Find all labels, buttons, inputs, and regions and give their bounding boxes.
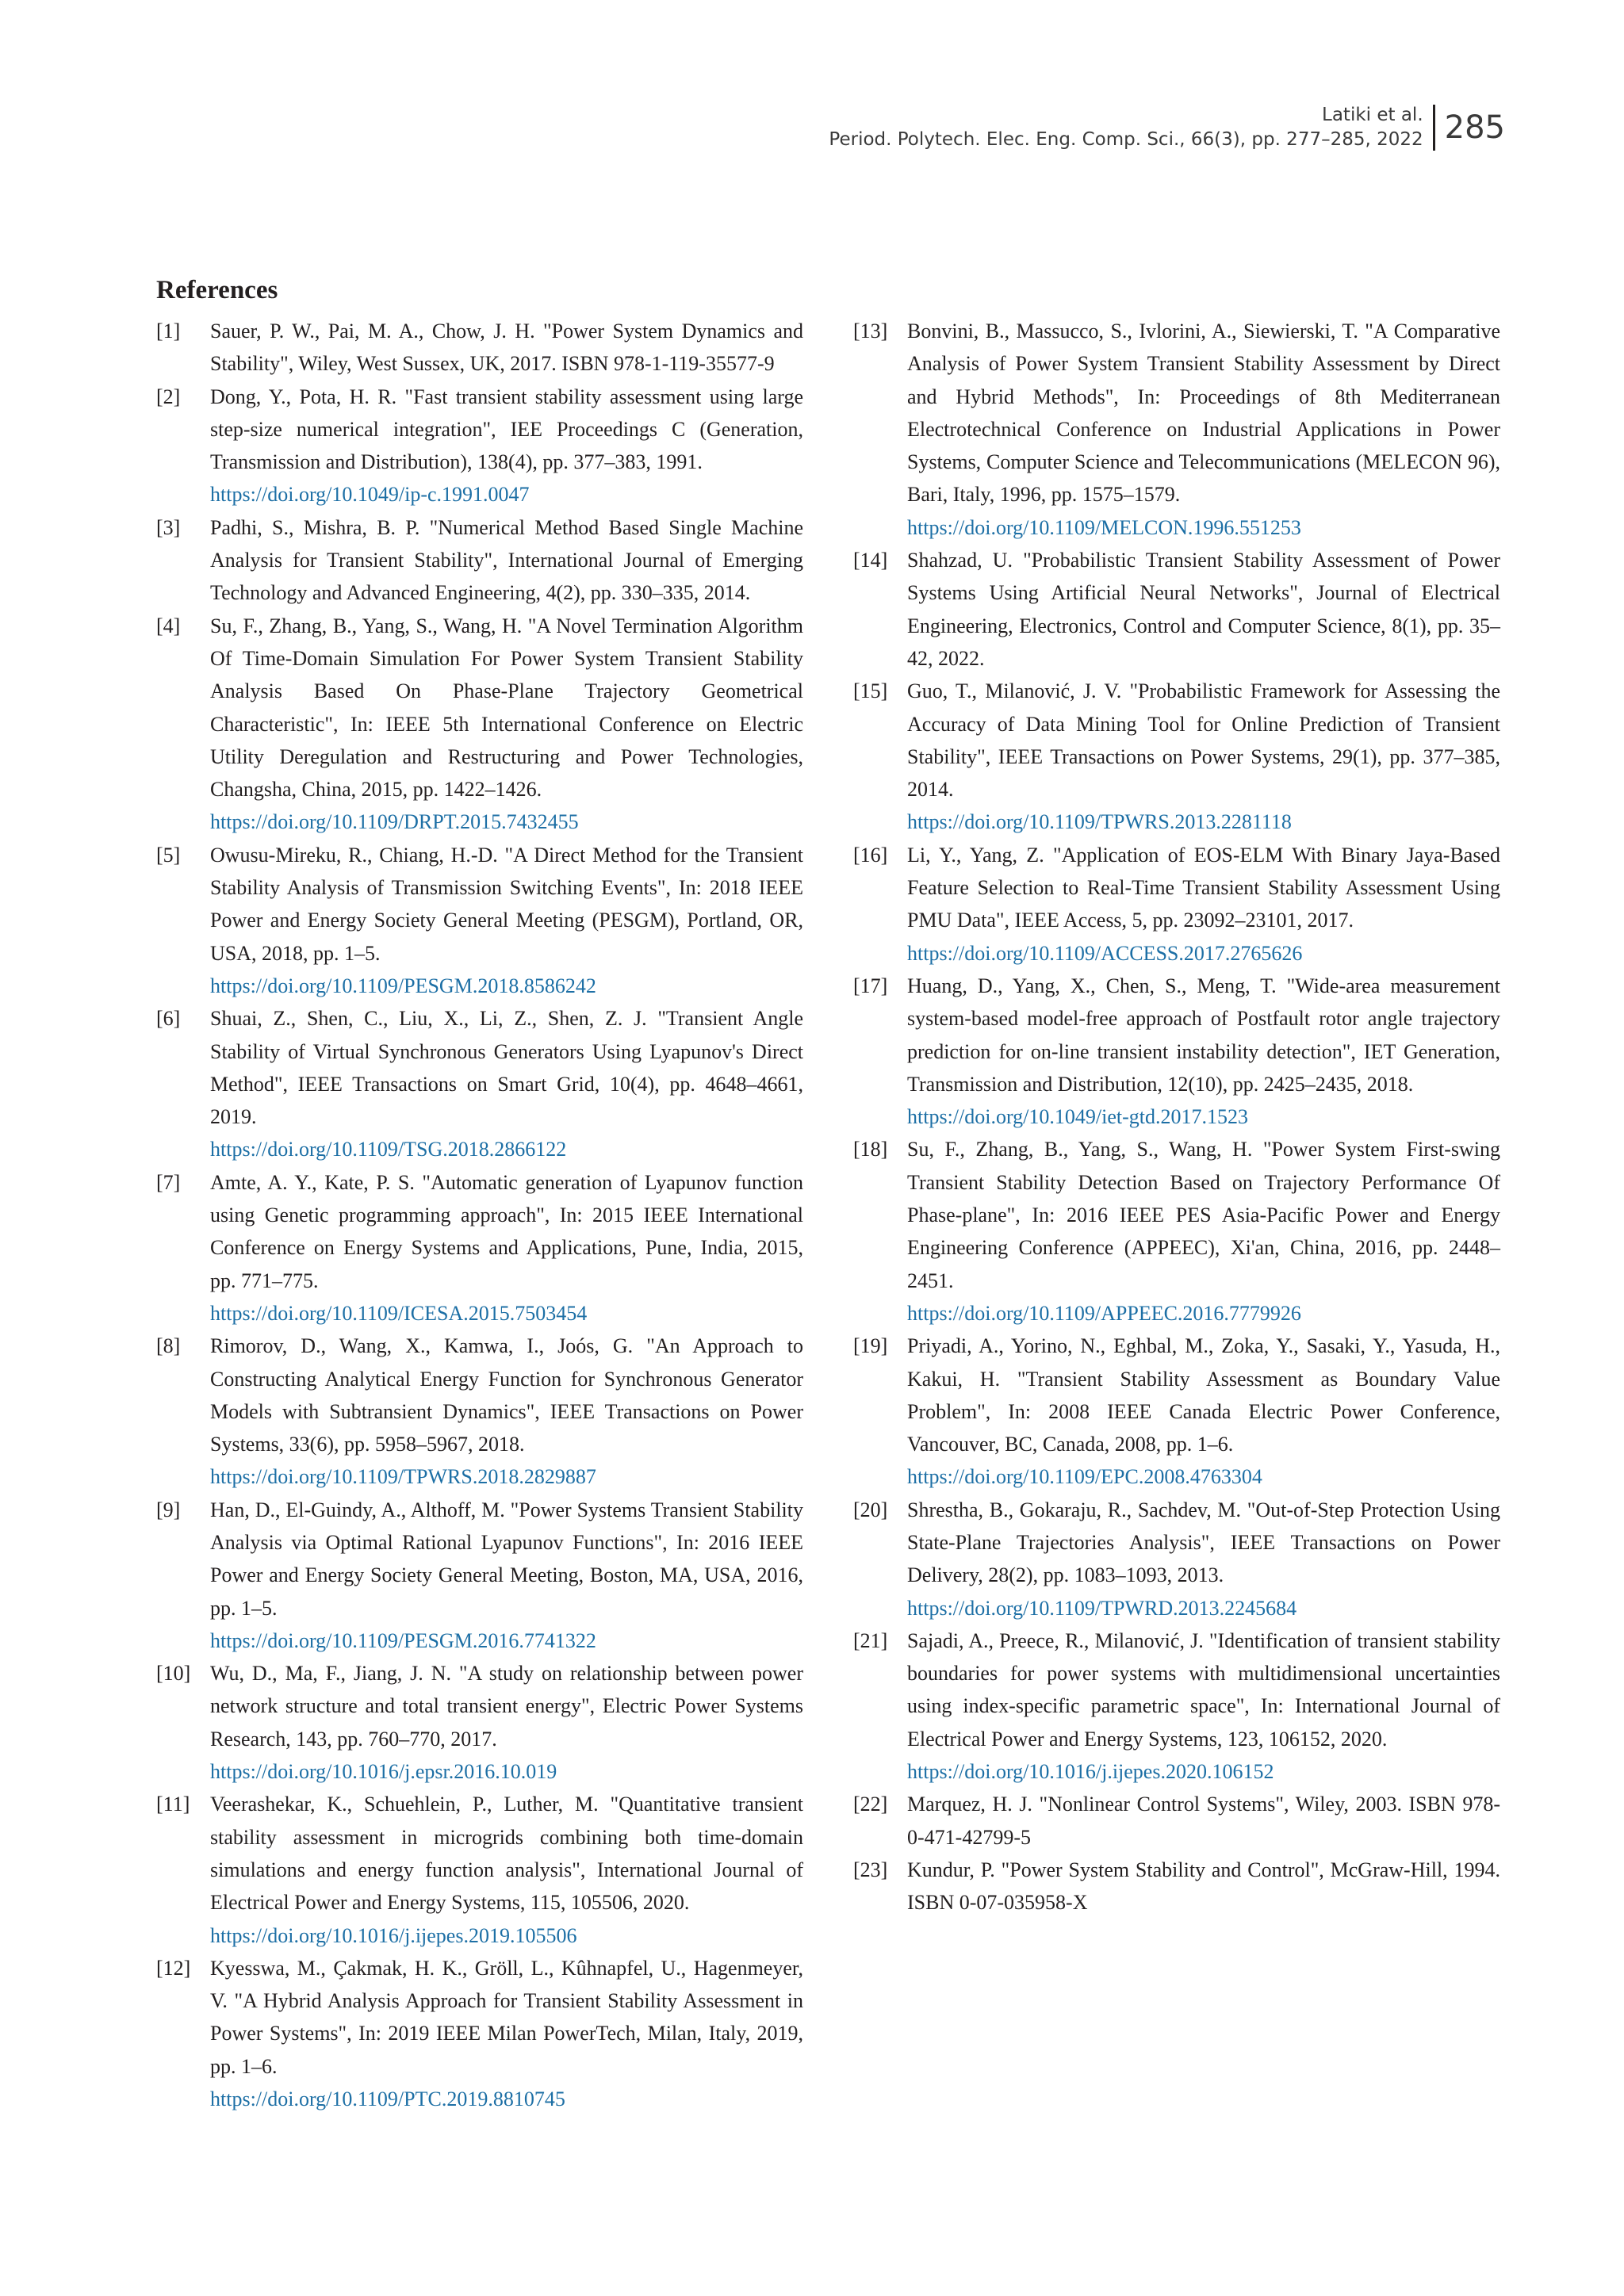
reference-text: Owusu-Mireku, R., Chiang, H.-D. "A Direct Method for the Transient Stability Analysis of Transmission Switching Events", In: 2018 IEEE Power and Energy Society General Meeting (PESGM), Portland, OR, USA, 2018, pp. 1–5.	[210, 843, 803, 965]
doi-link[interactable]: https://doi.org/10.1109/TPWRS.2018.2829887	[210, 1465, 596, 1489]
reference-number: [4]	[156, 614, 181, 637]
reference-text: Priyadi, A., Yorino, N., Eghbal, M., Zoka, Y., Sasaki, Y., Yasuda, H., Kakui, H. "Transient Stability Assessment as Boundary Value Problem", In: 2008 IEEE Canada Electric Power Conference, Vancouver, BC, Canada, 2008, pp. 1–6.	[907, 1334, 1500, 1456]
reference-number: [19]	[853, 1334, 888, 1358]
reference-text: Kundur, P. "Power System Stability and Control", McGraw-Hill, 1994. ISBN 0-07-035958-X	[907, 1858, 1500, 1915]
reference-number: [15]	[853, 679, 888, 703]
reference-entry	[156, 1330, 803, 1493]
doi-link[interactable]: https://doi.org/10.1109/ICESA.2015.7503454	[210, 1301, 588, 1325]
reference-body	[210, 1494, 803, 1657]
reference-body	[210, 315, 803, 381]
reference-number: [6]	[156, 1007, 181, 1031]
reference-text: Amte, A. Y., Kate, P. S. "Automatic generation of Lyapunov function using Genetic programming approach", In: 2015 IEEE International Conference on Energy Systems and Applications, Pune, India, 2015, pp. 771–775.	[210, 1170, 803, 1292]
reference-entry	[853, 970, 1500, 1133]
doi-link[interactable]: https://doi.org/10.1109/TPWRS.2013.2281118	[907, 810, 1292, 834]
reference-body	[210, 1330, 803, 1493]
reference-number: [22]	[853, 1793, 888, 1816]
reference-number: [17]	[853, 974, 888, 997]
reference-body	[907, 675, 1500, 838]
reference-text: Dong, Y., Pota, H. R. "Fast transient stability assessment using large step-size numerical integration", IEE Proceedings C (Generation, Transmission and Distribution), 138(4), pp. 377–383, 1991.	[210, 385, 803, 474]
reference-body	[907, 1494, 1500, 1624]
reference-entry	[156, 1494, 803, 1657]
references-column-right	[853, 315, 1500, 1919]
reference-number: [20]	[853, 1498, 888, 1521]
reference-number: [23]	[853, 1858, 888, 1881]
reference-text: Wu, D., Ma, F., Jiang, J. N. "A study on relationship between power network structure and total transient energy", Electric Power Systems Research, 143, pp. 760–770, 2017.	[210, 1662, 803, 1751]
reference-text: Marquez, H. J. "Nonlinear Control Systems", Wiley, 2003. ISBN 978-0-471-42799-5	[907, 1793, 1500, 1849]
reference-body	[210, 1952, 803, 2115]
reference-entry	[853, 839, 1500, 970]
reference-text: Guo, T., Milanović, J. V. "Probabilistic Framework for Assessing the Accuracy of Data Mining Tool for Online Prediction of Transient Stability", IEEE Transactions on Power Systems, 29(1), pp. 377–385, 2014.	[907, 679, 1500, 802]
running-head	[829, 103, 1432, 152]
references-heading: References	[156, 276, 278, 304]
reference-number: [9]	[156, 1498, 181, 1521]
reference-number: [2]	[156, 385, 181, 408]
reference-entry	[853, 675, 1500, 838]
reference-number: [1]	[156, 320, 181, 342]
doi-link[interactable]: https://doi.org/10.1109/EPC.2008.4763304	[907, 1465, 1262, 1489]
reference-entry	[156, 1952, 803, 2115]
doi-link[interactable]: https://doi.org/10.1049/iet-gtd.2017.1523	[907, 1105, 1248, 1129]
reference-text: Su, F., Zhang, B., Yang, S., Wang, H. "Power System First-swing Transient Stability Detection Based on Trajectory Performance Of Phase-plane", In: 2016 IEEE PES Asia-Pacific Power and Energy Engineering Conference (APPEEC), Xi'an, China, 2016, pp. 2448–2451.	[907, 1138, 1500, 1292]
reference-entry	[853, 1494, 1500, 1624]
doi-link[interactable]: https://doi.org/10.1109/PTC.2019.8810745	[210, 2087, 565, 2111]
reference-body	[907, 1788, 1500, 1854]
reference-entry	[156, 315, 803, 381]
reference-number: [10]	[156, 1662, 191, 1686]
doi-link[interactable]: https://doi.org/10.1109/APPEEC.2016.7779926	[907, 1301, 1301, 1325]
reference-entry	[853, 1788, 1500, 1854]
reference-body	[907, 1330, 1500, 1493]
reference-entry	[853, 315, 1500, 544]
reference-entry	[156, 1002, 803, 1165]
doi-link[interactable]: https://doi.org/10.1109/DRPT.2015.7432455	[210, 810, 579, 834]
reference-body	[210, 610, 803, 839]
doi-link[interactable]: https://doi.org/10.1109/ACCESS.2017.2765626	[907, 941, 1303, 965]
reference-number: [13]	[853, 320, 888, 342]
doi-link[interactable]: https://doi.org/10.1016/j.ijepes.2019.105506	[210, 1923, 577, 1947]
reference-text: Veerashekar, K., Schuehlein, P., Luther, M. "Quantitative transient stability assessment in microgrids combining both time-domain simulations and energy function analysis", International Journal of Electrical Power and Energy Systems, 115, 105506, 2020.	[210, 1793, 803, 1915]
reference-body	[210, 381, 803, 511]
reference-entry	[853, 1330, 1500, 1493]
reference-entry	[156, 381, 803, 511]
running-head-authors: Latiki et al.	[1322, 105, 1423, 125]
reference-text: Shahzad, U. "Probabilistic Transient Stability Assessment of Power Systems Using Artificial Neural Networks", Journal of Electrical Engineering, Electronics, Control and Computer Science, 8(1), pp. 35–42, 2022.	[907, 549, 1500, 670]
reference-body	[210, 1788, 803, 1951]
reference-body	[907, 839, 1500, 970]
reference-text: Shrestha, B., Gokaraju, R., Sachdev, M. "Out-of-Step Protection Using State-Plane Trajectories Analysis", IEEE Transactions on Power Delivery, 28(2), pp. 1083–1093, 2013.	[907, 1498, 1500, 1587]
running-head-citation: Period. Polytech. Elec. Eng. Comp. Sci., 66(3), pp. 277–285, 2022	[829, 129, 1423, 150]
reference-body	[210, 1657, 803, 1788]
reference-text: Shuai, Z., Shen, C., Liu, X., Li, Z., Shen, Z. J. "Transient Angle Stability of Virtual Synchronous Generators Using Lyapunov's Direct Method", IEEE Transactions on Smart Grid, 10(4), pp. 4648–4661, 2019.	[210, 1007, 803, 1129]
doi-link[interactable]: https://doi.org/10.1109/PESGM.2016.7741322	[210, 1628, 596, 1652]
reference-text: Han, D., El-Guindy, A., Althoff, M. "Power Systems Transient Stability Analysis via Optimal Rational Lyapunov Functions", In: 2016 IEEE Power and Energy Society General Meeting, Boston, MA, USA, 2016, pp. 1–5.	[210, 1498, 803, 1620]
reference-number: [12]	[156, 1956, 191, 1980]
reference-number: [16]	[853, 843, 888, 867]
reference-body	[210, 511, 803, 610]
reference-entry	[853, 1133, 1500, 1330]
reference-entry	[156, 839, 803, 1002]
reference-entry	[853, 1854, 1500, 1919]
reference-text: Sajadi, A., Preece, R., Milanović, J. "Identification of transient stability boundaries for power systems with multidimensional uncertainties using index-specific parametric space", In: International Journal of Electrical Power and Energy Systems, 123, 106152, 2020.	[907, 1628, 1500, 1751]
page-number: 285	[1444, 109, 1505, 146]
page-header	[829, 103, 1505, 152]
reference-number: [8]	[156, 1334, 181, 1358]
reference-text: Padhi, S., Mishra, B. P. "Numerical Method Based Single Machine Analysis for Transient Stability", International Journal of Emerging Technology and Advanced Engineering, 4(2), pp. 330–335, 2014.	[210, 515, 803, 605]
reference-body	[907, 1854, 1500, 1919]
reference-entry	[853, 1624, 1500, 1788]
reference-body	[907, 315, 1500, 544]
reference-entry	[156, 1788, 803, 1951]
doi-link[interactable]: https://doi.org/10.1109/TPWRD.2013.2245684	[907, 1596, 1297, 1620]
doi-link[interactable]: https://doi.org/10.1109/TSG.2018.2866122	[210, 1138, 567, 1161]
reference-body	[210, 1166, 803, 1330]
reference-text: Rimorov, D., Wang, X., Kamwa, I., Joós, G. "An Approach to Constructing Analytical Energy Function for Synchronous Generator Models with Subtransient Dynamics", IEEE Transactions on Power Systems, 33(6), pp. 5958–5967, 2018.	[210, 1334, 803, 1456]
reference-text: Huang, D., Yang, X., Chen, S., Meng, T. "Wide-area measurement system-based model-free approach of Postfault rotor angle trajectory prediction for on-line transient instability detection", IET Generation, Transmission and Distribution, 12(10), pp. 2425–2435, 2018.	[907, 974, 1500, 1096]
reference-body	[907, 1624, 1500, 1788]
reference-body	[907, 970, 1500, 1133]
doi-link[interactable]: https://doi.org/10.1016/j.ijepes.2020.106152	[907, 1760, 1274, 1784]
doi-link[interactable]: https://doi.org/10.1109/PESGM.2018.8586242	[210, 974, 596, 997]
reference-text: Su, F., Zhang, B., Yang, S., Wang, H. "A Novel Termination Algorithm Of Time-Domain Simulation For Power System Transient Stability Analysis Based On Phase-Plane Trajectory Geometrical Characteristic", In: IEEE 5th International Conference on Electric Utility Deregulation and Restructuring and Power Technologies, Changsha, China, 2015, pp. 1422–1426.	[210, 614, 803, 802]
reference-number: [7]	[156, 1170, 181, 1194]
reference-number: [18]	[853, 1138, 888, 1161]
reference-entry	[156, 511, 803, 610]
reference-text: Kyesswa, M., Çakmak, H. K., Gröll, L., Kûhnapfel, U., Hagenmeyer, V. "A Hybrid Analysis Approach for Transient Stability Assessment in Power Systems", In: 2019 IEEE Milan PowerTech, Milan, Italy, 2019, pp. 1–6.	[210, 1956, 803, 2078]
reference-entry	[853, 544, 1500, 675]
doi-link[interactable]: https://doi.org/10.1049/ip-c.1991.0047	[210, 483, 530, 507]
reference-number: [3]	[156, 515, 181, 539]
reference-entry	[156, 1657, 803, 1788]
references-column-left	[156, 315, 803, 2115]
reference-body	[907, 544, 1500, 675]
reference-number: [21]	[853, 1628, 888, 1652]
reference-body	[210, 839, 803, 1002]
reference-body	[907, 1133, 1500, 1330]
reference-number: [11]	[156, 1793, 190, 1816]
reference-text: Sauer, P. W., Pai, M. A., Chow, J. H. "Power System Dynamics and Stability", Wiley, West Sussex, UK, 2017. ISBN 978-1-119-35577-9	[210, 320, 803, 376]
doi-link[interactable]: https://doi.org/10.1016/j.epsr.2016.10.019	[210, 1760, 557, 1784]
reference-text: Li, Y., Yang, Z. "Application of EOS-ELM With Binary Jaya-Based Feature Selection to Real-Time Transient Stability Assessment Using PMU Data", IEEE Access, 5, pp. 23092–23101, 2017.	[907, 843, 1500, 932]
reference-number: [14]	[853, 549, 888, 572]
reference-entry	[156, 610, 803, 839]
reference-number: [5]	[156, 843, 181, 867]
reference-text: Bonvini, B., Massucco, S., Ivlorini, A., Siewierski, T. "A Comparative Analysis of Power System Transient Stability Assessment by Direct and Hybrid Methods", In: Proceedings of 8th Mediterranean Electrotechnical Conference on Industrial Applications in Power Systems, Computer Science and Telecommunications (MELECON 96), Bari, Italy, 1996, pp. 1575–1579.	[907, 320, 1500, 507]
reference-body	[210, 1002, 803, 1165]
doi-link[interactable]: https://doi.org/10.1109/MELCON.1996.551253	[907, 515, 1301, 539]
reference-entry	[156, 1166, 803, 1330]
